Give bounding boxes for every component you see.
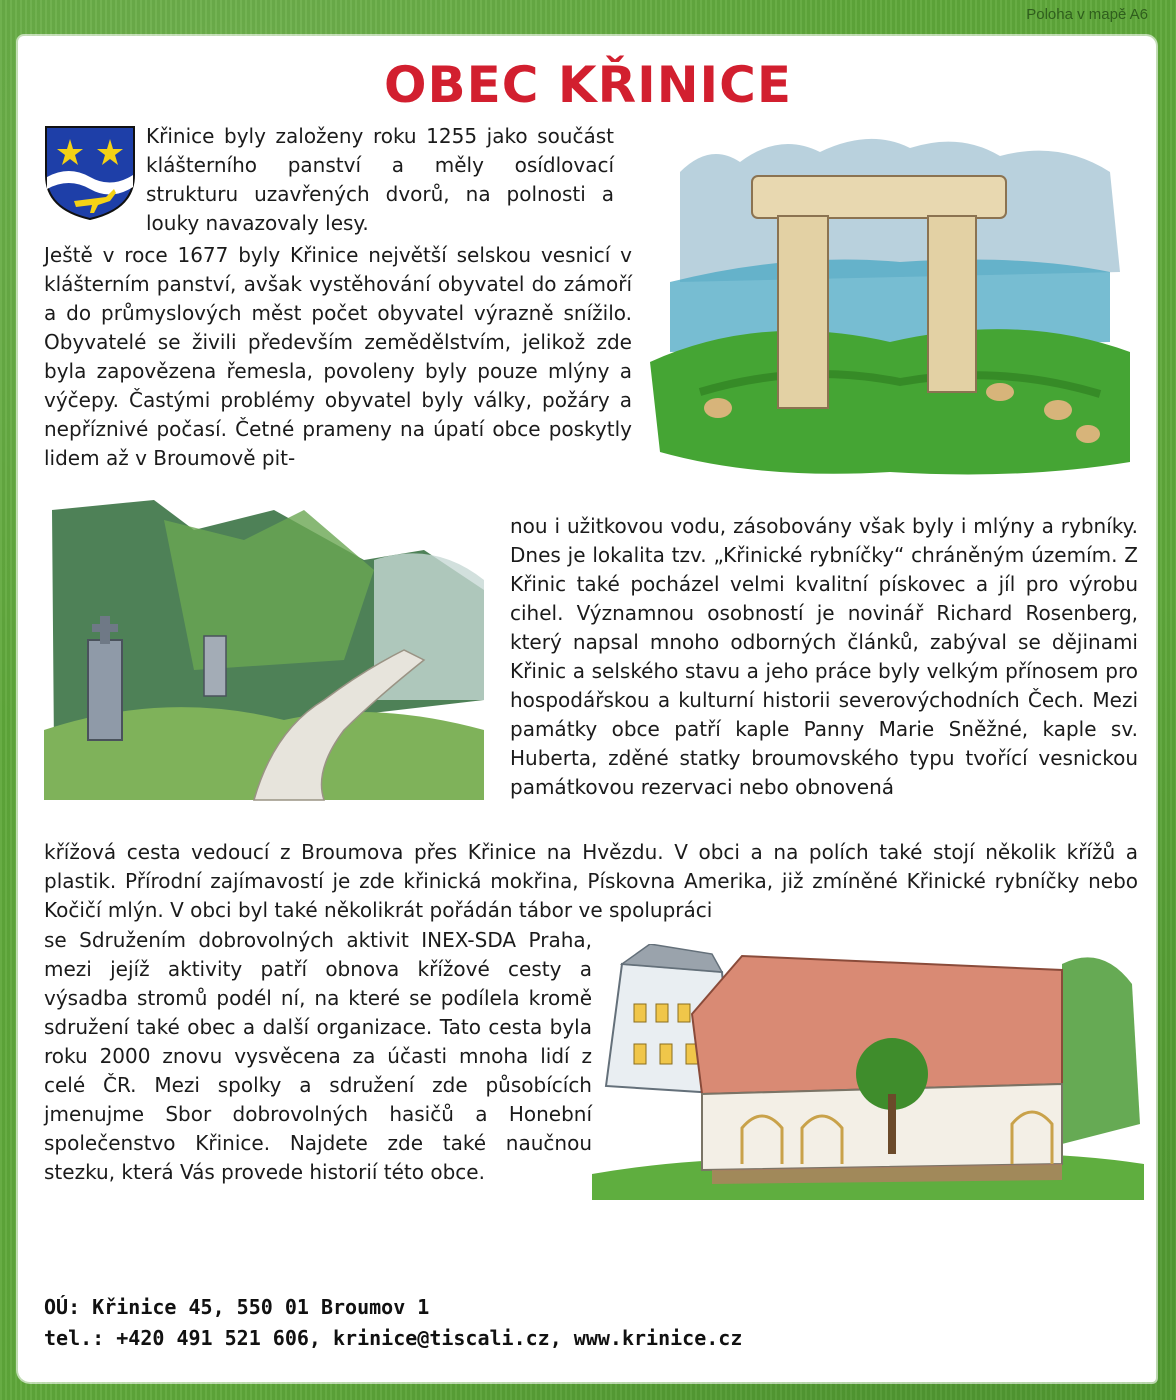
contact-line: tel.: +420 491 521 606, krinice@tiscali.cz, www.krinice.cz [44,1326,743,1350]
coat-of-arms-icon [44,125,136,221]
stone-gate-painting-icon [640,132,1140,480]
text-paragraph-community: se Sdružením dobrovolných aktivit INEX-SDA Praha, mezi jejíž aktivity patří obnova křížové cesty a výsadba stromů podél ní, na které se podílela kromě sdružení také obec a další organizace. Tato cesta byla roku 2000 znovu vysvěcena za účasti mnoha lidí z celé ČR. Mezi spolky a sdružení zde působících jmenujme Sbor dobrovolných hasičů a Honební společenstvo Křinice. Najdete zde také naučnou stezku, která Vás provede historií této obce. [44,928,592,1184]
map-location-label: Poloha v mapě A6 [1026,6,1148,23]
office-address: OÚ: Křinice 45, 550 01 Broumov 1 [44,1295,430,1319]
text-paragraph-history: Ještě v roce 1677 byly Křinice největší selskou vesnicí v klášterním panství, avšak vystěhování obyvatel do zámoří a do průmyslových měst počet obyvatel výrazně snížilo. Obyvatelé se živili především zemědělstvím, jelikož zde byla zapovězena řemesla, povoleny byly pouze mlýny a výčepy. Častými problémy obyvatel byly války, požáry a nepříznivé počasí. Četné prameny na úpatí obce poskytly lidem až v Broumově pit- [44,243,632,470]
farmhouse-painting-icon [592,944,1148,1200]
text-paragraph-landmarks: křížová cesta vedoucí z Broumova přes Křinice na Hvězdu. V obci a na polích také stojí několik křížů a plastik. Přírodní zajímavostí je zde křinická mokřina, Pískovna Amerika, již zmíněné Křinické rybníčky nebo Kočičí mlýn. V obci byl také několikrát pořádán tábor ve spolupráci [44,840,1138,922]
text-paragraph-nature-and-people: nou i užitkovou vodu, zásobovány však byly i mlýny a rybníky. Dnes je lokalita tzv. „Křinické rybníčky“ chráněným územím. Z Křinic také pocházel velmi kvalitní pískovec a jíl pro výrobu cihel. Významnou osobností je novinář Richard Rosenberg, který napsal mnoho odborných článků, zabýval se dějinami Křinic a selského stavu a jeho práce byly velkým přínosem pro hospodářskou a kulturní historii severovýchodních Čech. Mezi památky obce patří kaple Panny Marie Sněžné, kaple sv. Huberta, zděné statky broumovského typu tvořící vesnickou památkovou rezervaci nebo obnovená [510,514,1138,799]
text-paragraph-founding: Křinice byly založeny roku 1255 jako součást klášterního panství a měly osídlovací strukturu uzavřených dvorů, na polnosti a louky navazovaly lesy. [146,124,614,235]
wayside-cross-path-painting-icon [44,500,494,816]
contact-footer [44,1292,742,1354]
page-title: OBEC KŘINICE [383,56,793,114]
